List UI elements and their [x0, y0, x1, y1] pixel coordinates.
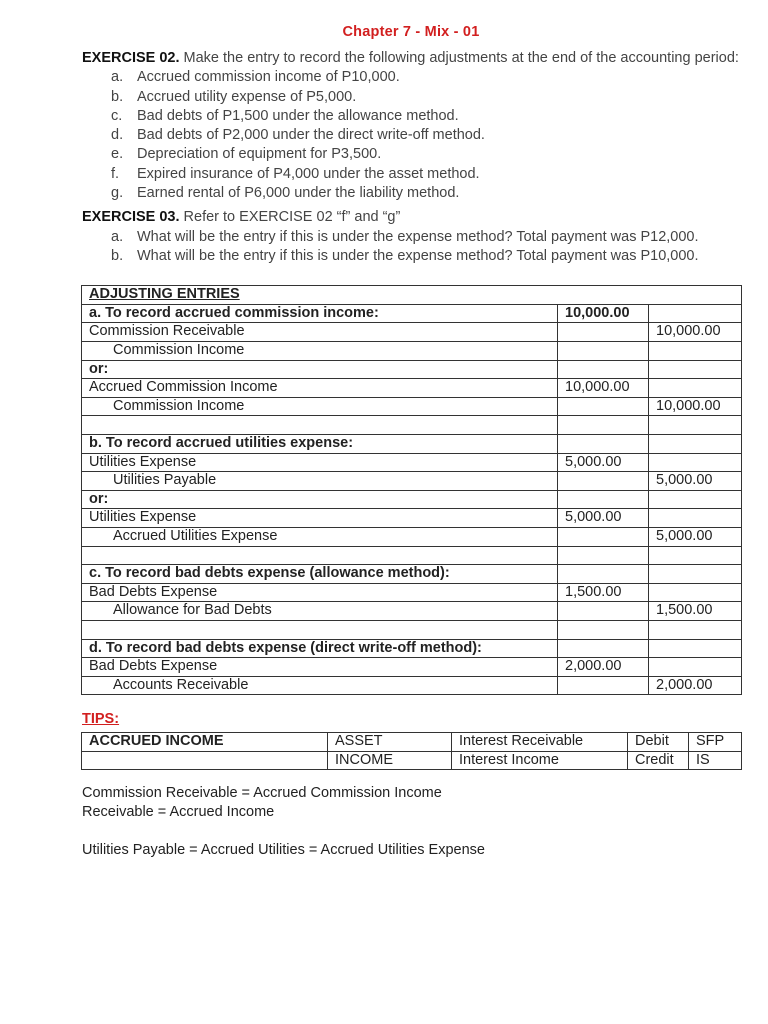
entry-row	[82, 435, 742, 454]
entry-account	[82, 472, 558, 491]
exercise2-item	[82, 145, 740, 164]
entry-account: a. To record accrued commission income:	[82, 304, 558, 323]
entry-account: c. To record bad debts expense (allowance method):	[82, 565, 558, 584]
entry-account: b. To record accrued utilities expense:	[82, 435, 558, 454]
entry-account-label: Allowance for Bad Debts	[113, 602, 272, 619]
tips-type: INCOME	[328, 751, 452, 769]
entry-row	[82, 620, 742, 639]
entry-row	[82, 527, 742, 546]
note-line: Receivable = Accrued Income	[82, 804, 275, 821]
entry-account: or:	[82, 360, 558, 379]
exercise2-item	[82, 184, 740, 203]
entry-debit: 10,000.00	[558, 304, 649, 323]
entry-debit	[558, 490, 649, 509]
entry-debit	[558, 676, 649, 695]
entry-row	[82, 416, 742, 435]
entry-debit: 5,000.00	[558, 509, 649, 528]
entry-credit	[649, 490, 742, 509]
entry-account: Utilities Expense	[82, 453, 558, 472]
exercise3-item-text: What will be the entry if this is under the expense method? Total payment was P10,000.	[137, 247, 699, 264]
tips-statement: SFP	[689, 733, 742, 751]
tips-type: ASSET	[328, 733, 452, 751]
entry-credit	[649, 304, 742, 323]
entry-credit	[649, 379, 742, 398]
entry-account-label: Accrued Utilities Expense	[113, 527, 278, 544]
adjusting-entries-table	[81, 285, 742, 695]
exercise3-item	[82, 247, 740, 266]
entry-account	[82, 397, 558, 416]
entry-account: d. To record bad debts expense (direct write-off method):	[82, 639, 558, 658]
exercise2-item-marker: b.	[111, 88, 124, 105]
exercise2-item	[82, 126, 740, 145]
entry-credit	[649, 509, 742, 528]
exercise3-item-marker: a.	[111, 228, 124, 245]
entry-credit: 2,000.00	[649, 676, 742, 695]
entry-credit	[649, 546, 742, 565]
entry-debit	[558, 435, 649, 454]
entry-row	[82, 583, 742, 602]
note-gap	[82, 822, 740, 841]
entry-account: Bad Debts Expense	[82, 583, 558, 602]
entry-credit: 5,000.00	[649, 527, 742, 546]
entry-debit	[558, 546, 649, 565]
entry-account-label: Commission Income	[113, 397, 245, 414]
entry-account: Accrued Commission Income	[82, 379, 558, 398]
entry-debit	[558, 342, 649, 361]
tips-category	[82, 751, 328, 769]
entry-debit	[558, 416, 649, 435]
tips-row	[82, 751, 742, 769]
note-line: Commission Receivable = Accrued Commission Income	[82, 784, 442, 801]
exercise-02-heading: EXERCISE 02.	[82, 50, 180, 66]
entry-account	[82, 620, 558, 639]
entry-account	[82, 602, 558, 621]
exercise2-item-text: Depreciation of equipment for P3,500.	[137, 146, 382, 163]
entry-debit: 10,000.00	[558, 379, 649, 398]
entry-row	[82, 397, 742, 416]
entry-debit	[558, 323, 649, 342]
entry-row	[82, 490, 742, 509]
entry-credit	[649, 620, 742, 639]
entry-account: Bad Debts Expense	[82, 658, 558, 677]
exercise2-item-marker: a.	[111, 69, 124, 86]
exercise2-item-text: Bad debts of P1,500 under the allowance method.	[137, 107, 459, 124]
entry-account	[82, 676, 558, 695]
entry-account	[82, 342, 558, 361]
entry-debit	[558, 565, 649, 584]
entry-row	[82, 565, 742, 584]
tips-row	[82, 733, 742, 751]
entry-debit	[558, 397, 649, 416]
exercise2-item	[82, 165, 740, 184]
exercise2-item-text: Bad debts of P2,000 under the direct write-off method.	[137, 127, 485, 144]
exercise-03-text: Refer to EXERCISE 02 “f” and “g”	[179, 209, 401, 226]
entry-credit	[649, 583, 742, 602]
entry-credit: 10,000.00	[649, 323, 742, 342]
entry-row	[82, 509, 742, 528]
entry-debit	[558, 602, 649, 621]
entry-credit	[649, 639, 742, 658]
exercise2-item	[82, 68, 740, 87]
entry-credit	[649, 565, 742, 584]
tips-category: ACCRUED INCOME	[82, 733, 328, 751]
exercise2-item-text: Expired insurance of P4,000 under the asset method.	[137, 165, 480, 182]
note-line: Utilities Payable = Accrued Utilities = Accrued Utilities Expense	[82, 842, 485, 859]
entry-credit	[649, 658, 742, 677]
exercise-02-list	[82, 68, 740, 203]
entry-row	[82, 639, 742, 658]
entries-header: ADJUSTING ENTRIES	[82, 286, 742, 305]
chapter-title: Chapter 7 - Mix - 01	[342, 24, 480, 40]
entry-credit	[649, 342, 742, 361]
entry-debit	[558, 360, 649, 379]
entry-account-label: Accounts Receivable	[113, 676, 249, 693]
entry-credit	[649, 435, 742, 454]
entry-row	[82, 453, 742, 472]
entry-account	[82, 546, 558, 565]
exercise2-item-marker: d.	[111, 127, 124, 144]
entry-row	[82, 342, 742, 361]
exercise2-item-marker: f.	[111, 165, 120, 182]
entry-debit: 2,000.00	[558, 658, 649, 677]
entry-row	[82, 602, 742, 621]
tips-account: Interest Income	[452, 751, 628, 769]
exercise-03-list	[82, 228, 740, 267]
entry-row	[82, 304, 742, 323]
entry-row	[82, 360, 742, 379]
entry-credit	[649, 453, 742, 472]
entry-credit	[649, 416, 742, 435]
tips-side: Debit	[628, 733, 689, 751]
entry-debit	[558, 639, 649, 658]
entry-account-label: Commission Income	[113, 342, 245, 359]
exercise2-item-text: Accrued commission income of P10,000.	[137, 69, 400, 86]
entry-account: Utilities Expense	[82, 509, 558, 528]
entries-header-row	[82, 286, 742, 305]
notes	[82, 784, 740, 861]
exercise2-item-marker: e.	[111, 146, 124, 163]
entry-account: or:	[82, 490, 558, 509]
entry-debit: 5,000.00	[558, 453, 649, 472]
exercise2-item-marker: g.	[111, 185, 124, 202]
exercise3-item-marker: b.	[111, 247, 124, 264]
exercise-03-intro	[82, 208, 740, 227]
entry-credit: 1,500.00	[649, 602, 742, 621]
entry-row	[82, 546, 742, 565]
entry-credit: 10,000.00	[649, 397, 742, 416]
entry-debit	[558, 620, 649, 639]
entry-account: Commission Receivable	[82, 323, 558, 342]
tips-account: Interest Receivable	[452, 733, 628, 751]
entry-credit: 5,000.00	[649, 472, 742, 491]
entry-row	[82, 676, 742, 695]
entry-debit	[558, 472, 649, 491]
document-page	[82, 24, 740, 861]
entry-row	[82, 472, 742, 491]
entry-account	[82, 416, 558, 435]
exercise2-item-text: Earned rental of P6,000 under the liability method.	[137, 185, 460, 202]
exercise2-item-text: Accrued utility expense of P5,000.	[137, 88, 357, 105]
entry-row	[82, 379, 742, 398]
entry-row	[82, 658, 742, 677]
exercise3-item	[82, 228, 740, 247]
exercise2-item	[82, 88, 740, 107]
tips-table	[81, 732, 742, 769]
exercise3-item-text: What will be the entry if this is under the expense method? Total payment was P12,000.	[137, 228, 699, 245]
entry-account	[82, 527, 558, 546]
entry-account-label: Utilities Payable	[113, 472, 217, 489]
exercise2-item	[82, 107, 740, 126]
tips-label: TIPS:	[82, 711, 120, 728]
entry-debit: 1,500.00	[558, 583, 649, 602]
tips-statement: IS	[689, 751, 742, 769]
entry-credit	[649, 360, 742, 379]
entry-debit	[558, 527, 649, 546]
tips-side: Credit	[628, 751, 689, 769]
entry-row	[82, 323, 742, 342]
exercise2-item-marker: c.	[111, 107, 123, 124]
exercise-02-text: Make the entry to record the following adjustments at the end of the accounting period:	[179, 50, 739, 66]
exercise-02-intro	[82, 49, 740, 68]
exercise-03-heading: EXERCISE 03.	[82, 209, 180, 226]
